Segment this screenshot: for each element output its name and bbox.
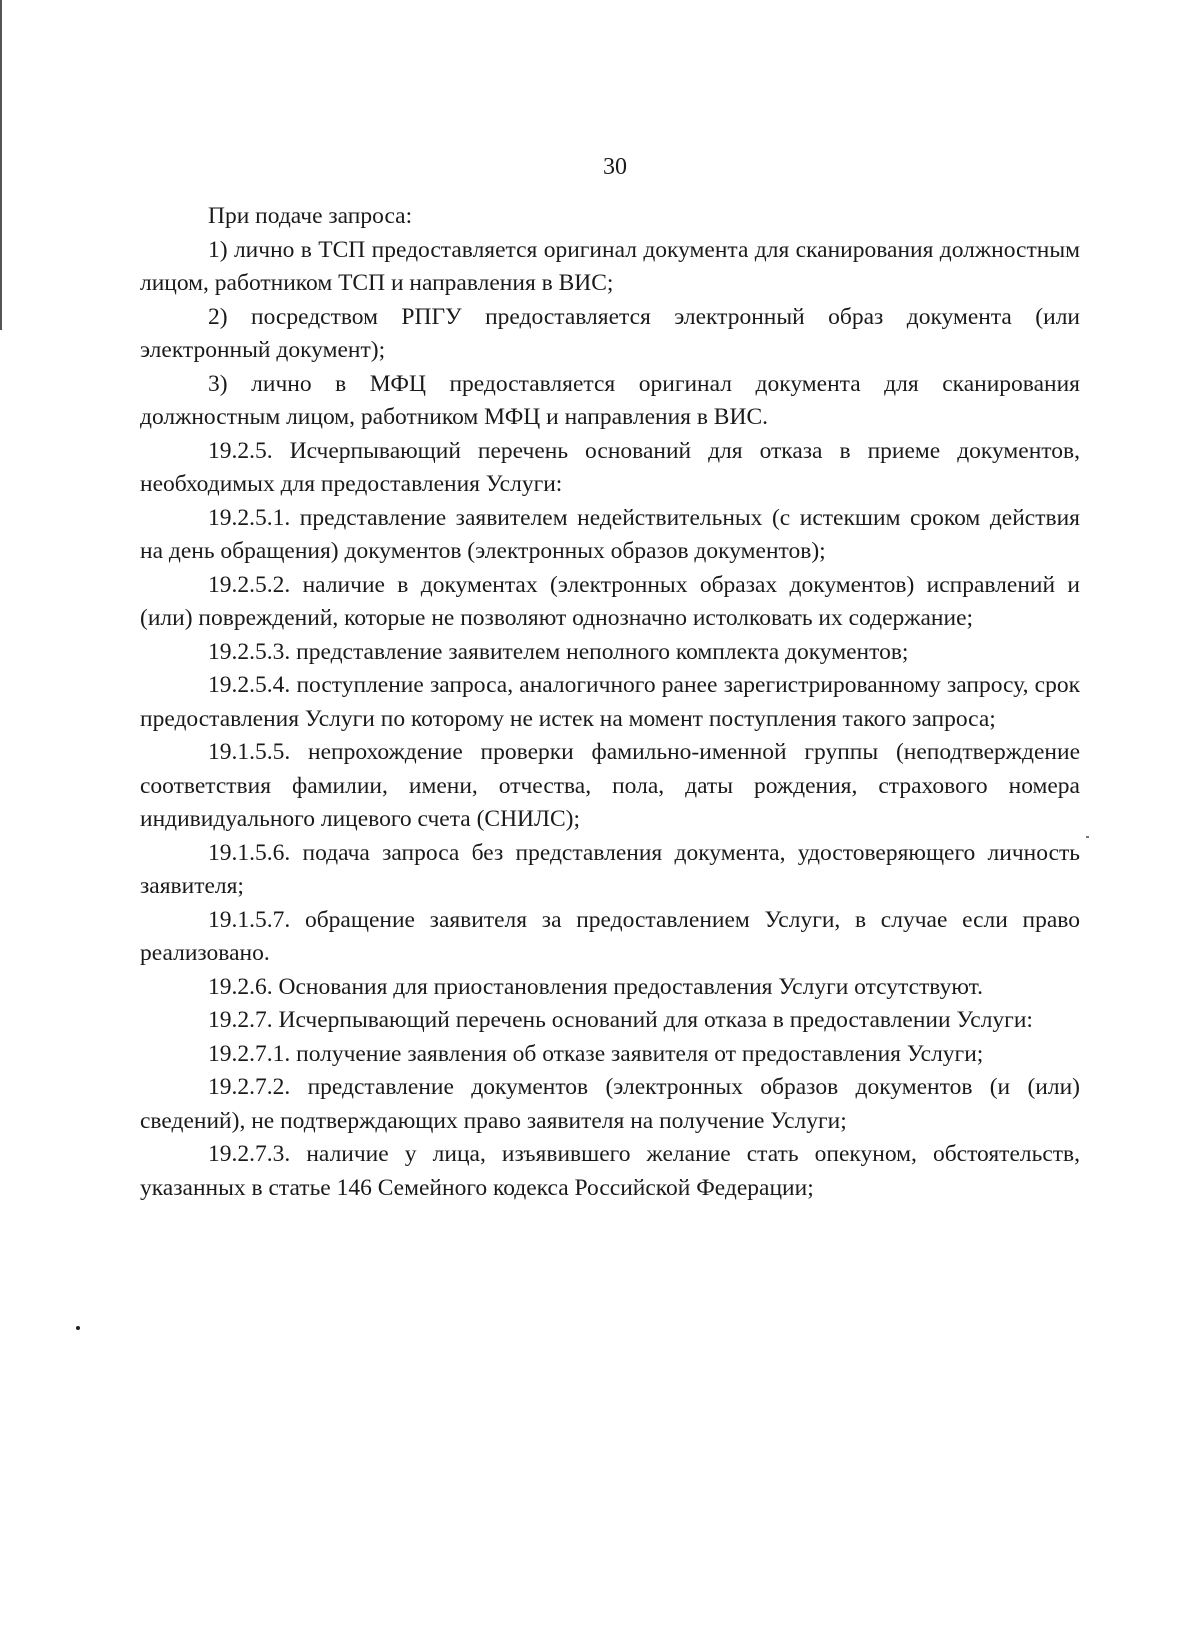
paragraph: 19.2.5.3. представление заявителем неполного комплекта документов; — [208, 638, 909, 665]
paragraph: 19.2.5.2. наличие в документах (электронных образах документов) исправлений и (или) повреждений, которые не позволяют однозначно истолковать их содержание; — [140, 571, 1080, 631]
paragraph: 19.1.5.6. подача запроса без представления документа, удостоверяющего личность заявителя; — [140, 839, 1080, 899]
paragraph: 19.2.5.1. представление заявителем недействительных (с истекшим сроком действия на день обращения) документов (электронных образов документов); — [140, 504, 1080, 564]
paragraph: 19.1.5.5. непрохождение проверки фамильно-именной группы (неподтверждение соответствия фамилии, имени, отчества, пола, даты рождения, страхового номера индивидуального лицевого счета (СНИЛС); — [140, 739, 1080, 832]
paragraph: 19.2.7.2. представление документов (электронных образов документов (и (или) сведений), не подтверждающих право заявителя на получение Услуги; — [140, 1074, 1080, 1134]
paragraph: 19.2.5.4. поступление запроса, аналогичного ранее зарегистрированному запросу, срок предоставления Услуги по которому не истек на момент поступления такого запроса; — [140, 672, 1080, 732]
paragraph: 19.2.7.3. наличие у лица, изъявившего желание стать опекуном, обстоятельств, указанных в статье 146 Семейного кодекса Российской Федерации; — [140, 1141, 1080, 1201]
document-body — [140, 200, 1080, 1205]
paragraph: 1) лично в ТСП предоставляется оригинал документа для сканирования должностным лицом, работником ТСП и направления в ВИС; — [140, 236, 1080, 296]
paragraph: 2) посредством РПГУ предоставляется электронный образ документа (или электронный документ); — [140, 303, 1080, 363]
paragraph: 19.2.5. Исчерпывающий перечень оснований для отказа в приеме документов, необходимых для предоставления Услуги: — [140, 437, 1080, 497]
page-number: 30 — [603, 154, 627, 180]
paragraph: 19.1.5.7. обращение заявителя за предоставлением Услуги, в случае если право реализовано. — [140, 906, 1080, 966]
paragraph: 19.2.7.1. получение заявления об отказе заявителя от предоставления Услуги; — [208, 1040, 984, 1067]
paragraph: 3) лично в МФЦ предоставляется оригинал документа для сканирования должностным лицом, работником МФЦ и направления в ВИС. — [140, 370, 1080, 430]
scan-mark — [1086, 836, 1089, 838]
paragraph: При подаче запроса: — [208, 203, 413, 229]
paragraph: 19.2.6. Основания для приостановления предоставления Услуги отсутствуют. — [208, 973, 983, 1000]
scan-dot — [76, 1326, 80, 1330]
paragraph: 19.2.7. Исчерпывающий перечень оснований для отказа в предоставлении Услуги: — [208, 1007, 1033, 1033]
